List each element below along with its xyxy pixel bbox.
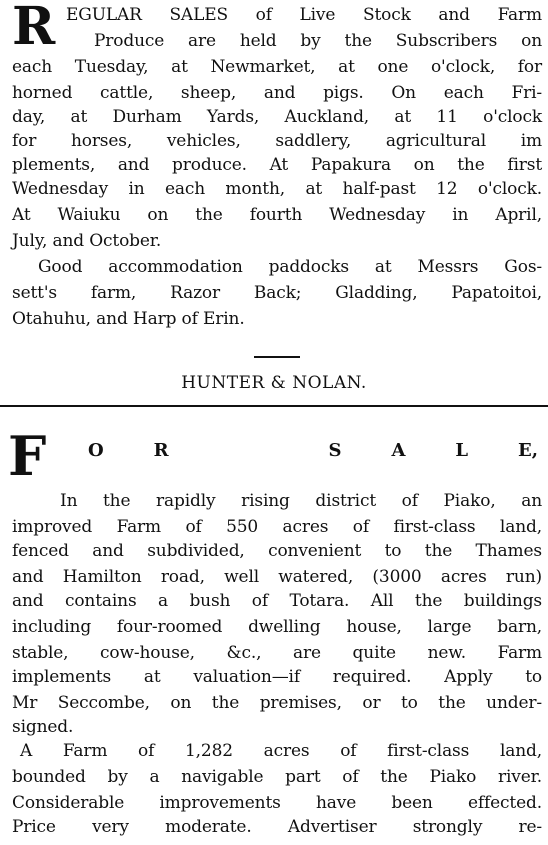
notice2-line-9: Mr Seccombe, on the premises, or to the under- bbox=[12, 693, 542, 713]
heading-letter: O bbox=[88, 440, 104, 461]
notice1-line-7: plements, and produce. At Papakura on the first bbox=[12, 155, 542, 175]
notice1-line-12: sett's farm, Razor Back; Gladding, Papatoitoi, bbox=[12, 283, 542, 303]
divider-short bbox=[254, 356, 300, 358]
notice1-line-1: EGULAR SALES of Live Stock and Farm bbox=[66, 5, 542, 25]
notice2-line-4: and Hamilton road, well watered, (3000 acres run) bbox=[12, 567, 542, 587]
heading-letter: E, bbox=[518, 440, 538, 461]
notice1-line-2: Produce are held by the Subscribers on bbox=[94, 31, 542, 51]
notice2-line-1: In the rapidly rising district of Piako, an bbox=[60, 491, 542, 511]
notice1-line-6: for horses, vehicles, saddlery, agricultural im bbox=[12, 131, 542, 151]
heading-letter: R bbox=[153, 440, 169, 461]
divider-long bbox=[0, 405, 548, 407]
notice2-line-14: Price very moderate. Advertiser strongly re- bbox=[12, 817, 542, 837]
dropcap-r: R bbox=[12, 0, 56, 57]
notice1-line-3: each Tuesday, at Newmarket, at one o'clock, for bbox=[12, 57, 542, 77]
notice2-line-2: improved Farm of 550 acres of first-class land, bbox=[12, 517, 542, 537]
notice2-line-3: fenced and subdivided, convenient to the Thames bbox=[12, 541, 542, 561]
notice2-line-8: implements at valuation—if required. Apply to bbox=[12, 667, 542, 687]
notice1-line-11: Good accommodation paddocks at Messrs Gos- bbox=[38, 257, 542, 277]
notice1-line-8: Wednesday in each month, at half-past 12 o'clock. bbox=[12, 179, 542, 199]
notice2-line-10: signed. bbox=[12, 717, 74, 737]
notice1-line-13: Otahuhu, and Harp of Erin. bbox=[12, 309, 245, 329]
notice1-line-5: day, at Durham Yards, Auckland, at 11 o'clock bbox=[12, 107, 542, 127]
notice2-line-5: and contains a bush of Totara. All the buildings bbox=[12, 591, 542, 611]
heading-letter: L bbox=[455, 440, 469, 461]
notice2-line-13: Considerable improvements have been effected. bbox=[12, 793, 542, 813]
notice2-line-12: bounded by a navigable part of the Piako river. bbox=[12, 767, 542, 787]
notice1-line-9: At Waiuku on the fourth Wednesday in April, bbox=[12, 205, 542, 225]
for-sale-heading bbox=[88, 440, 538, 461]
notice1-line-10: July, and October. bbox=[12, 231, 162, 251]
notice2-line-6: including four-roomed dwelling house, large barn, bbox=[12, 617, 542, 637]
notice2-line-7: stable, cow-house, &c., are quite new. Farm bbox=[12, 643, 542, 663]
notice1-line-4: horned cattle, sheep, and pigs. On each Fri- bbox=[12, 83, 542, 103]
heading-gap bbox=[219, 440, 279, 461]
notice2-line-11: A Farm of 1,282 acres of first-class land, bbox=[20, 741, 542, 761]
heading-letter: S bbox=[328, 440, 342, 461]
heading-letter: A bbox=[391, 440, 406, 461]
signature-hunter-nolan: HUNTER & NOLAN. bbox=[181, 373, 367, 393]
dropcap-f: F bbox=[8, 424, 47, 488]
